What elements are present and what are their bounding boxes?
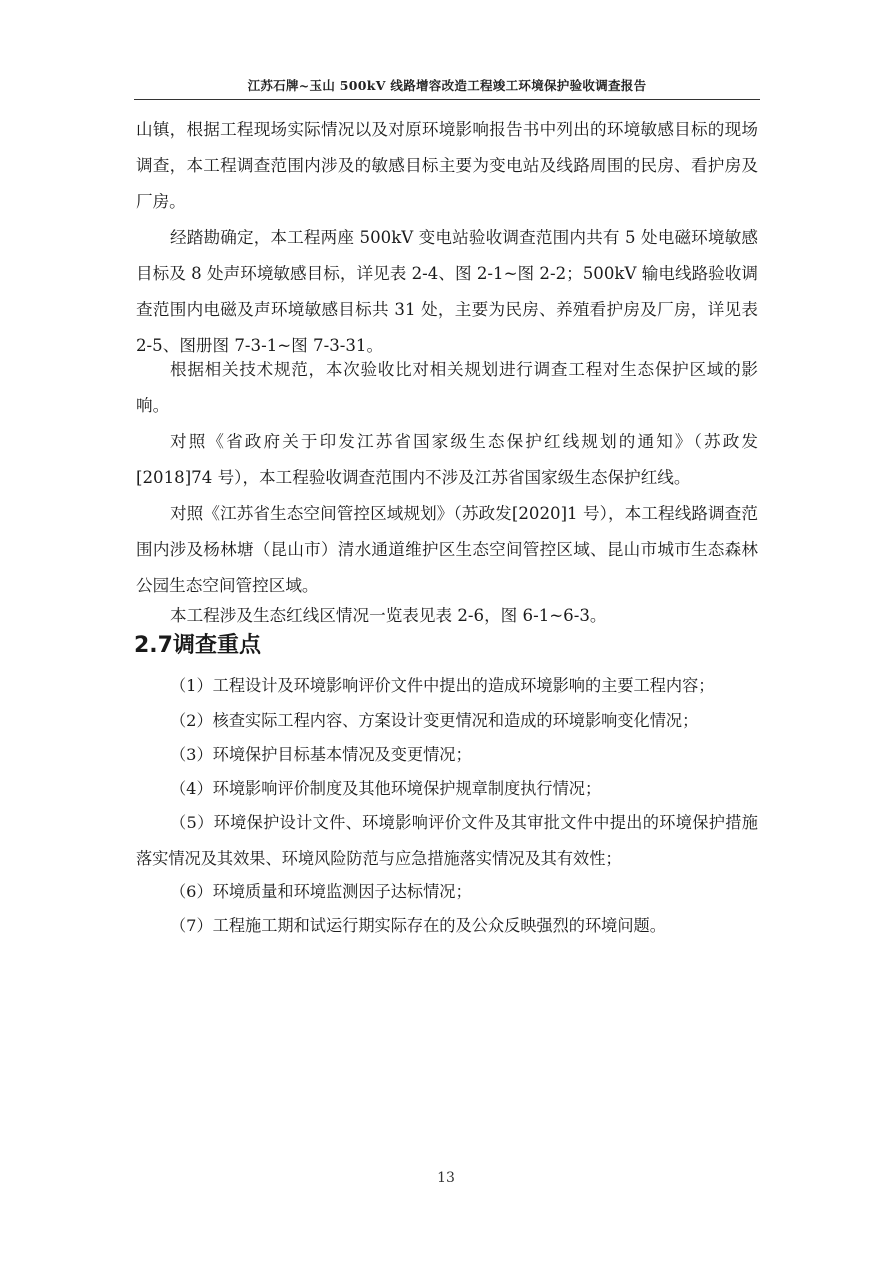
paragraph-spatial-control: 对照《江苏省生态空间管控区域规划》（苏政发[2020]1 号），本工程线路调查范围内涉及杨林塘（昆山市）清水通道维护区生态空间管控区域、昆山市城市生态森林公园生态空间管控区域。 (136, 504, 758, 595)
header-divider (134, 99, 760, 100)
paragraph-sensitive-targets: 山镇，根据工程现场实际情况以及对原环境影响报告书中列出的环境敏感目标的现场调查，本工程调查范围内涉及的敏感目标主要为变电站及线路周围的民房、看护房及厂房。 (136, 120, 758, 211)
paragraph-provincial-redline: 对照《省政府关于印发江苏省国家级生态保护红线规划的通知》（苏政发[2018]74 号），本工程验收调查范围内不涉及江苏省国家级生态保护红线。 (136, 432, 758, 487)
section-heading: 2.7调查重点 (134, 633, 261, 658)
list-item: （2）核查实际工程内容、方案设计变更情况和造成的环境影响变化情况； (170, 711, 699, 730)
paragraph-redline-table-ref: 本工程涉及生态红线区情况一览表见表 2-6，图 6-1~6-3。 (170, 606, 607, 625)
running-header: 江苏石牌~玉山 500kV 线路增容改造工程竣工环境保护验收调查报告 (247, 78, 647, 93)
paragraph-survey-results: 经踏勘确定，本工程两座 500kV 变电站验收调查范围内共有 5 处电磁环境敏感目标及 8 处声环境敏感目标，详见表 2-4、图 2-1~图 2-2；500kV 输电线路验收调查范围内电磁及声环境敏感目标共 31 处，主要为民房、养殖看护房及厂房，详见表 2-5、图册图 7-3-1~图 7-3-31。 (136, 228, 758, 355)
list-item: （7）工程施工期和试运行期实际存在的及公众反映强烈的环境问题。 (170, 916, 666, 935)
paragraph-technical-standards: 根据相关技术规范，本次验收比对相关规划进行调查工程对生态保护区域的影响。 (136, 360, 758, 415)
list-item: （1）工程设计及环境影响评价文件中提出的造成环境影响的主要工程内容； (170, 676, 715, 695)
list-item: （5）环境保护设计文件、环境影响评价文件及其审批文件中提出的环境保护措施落实情况及其效果、环境风险防范与应急措施落实情况及其有效性； (136, 813, 758, 868)
page-number: 13 (437, 1170, 455, 1186)
list-item: （6）环境质量和环境监测因子达标情况； (170, 882, 472, 901)
list-item: （4）环境影响评价制度及其他环境保护规章制度执行情况； (170, 779, 602, 798)
list-item: （3）环境保护目标基本情况及变更情况； (170, 745, 472, 764)
